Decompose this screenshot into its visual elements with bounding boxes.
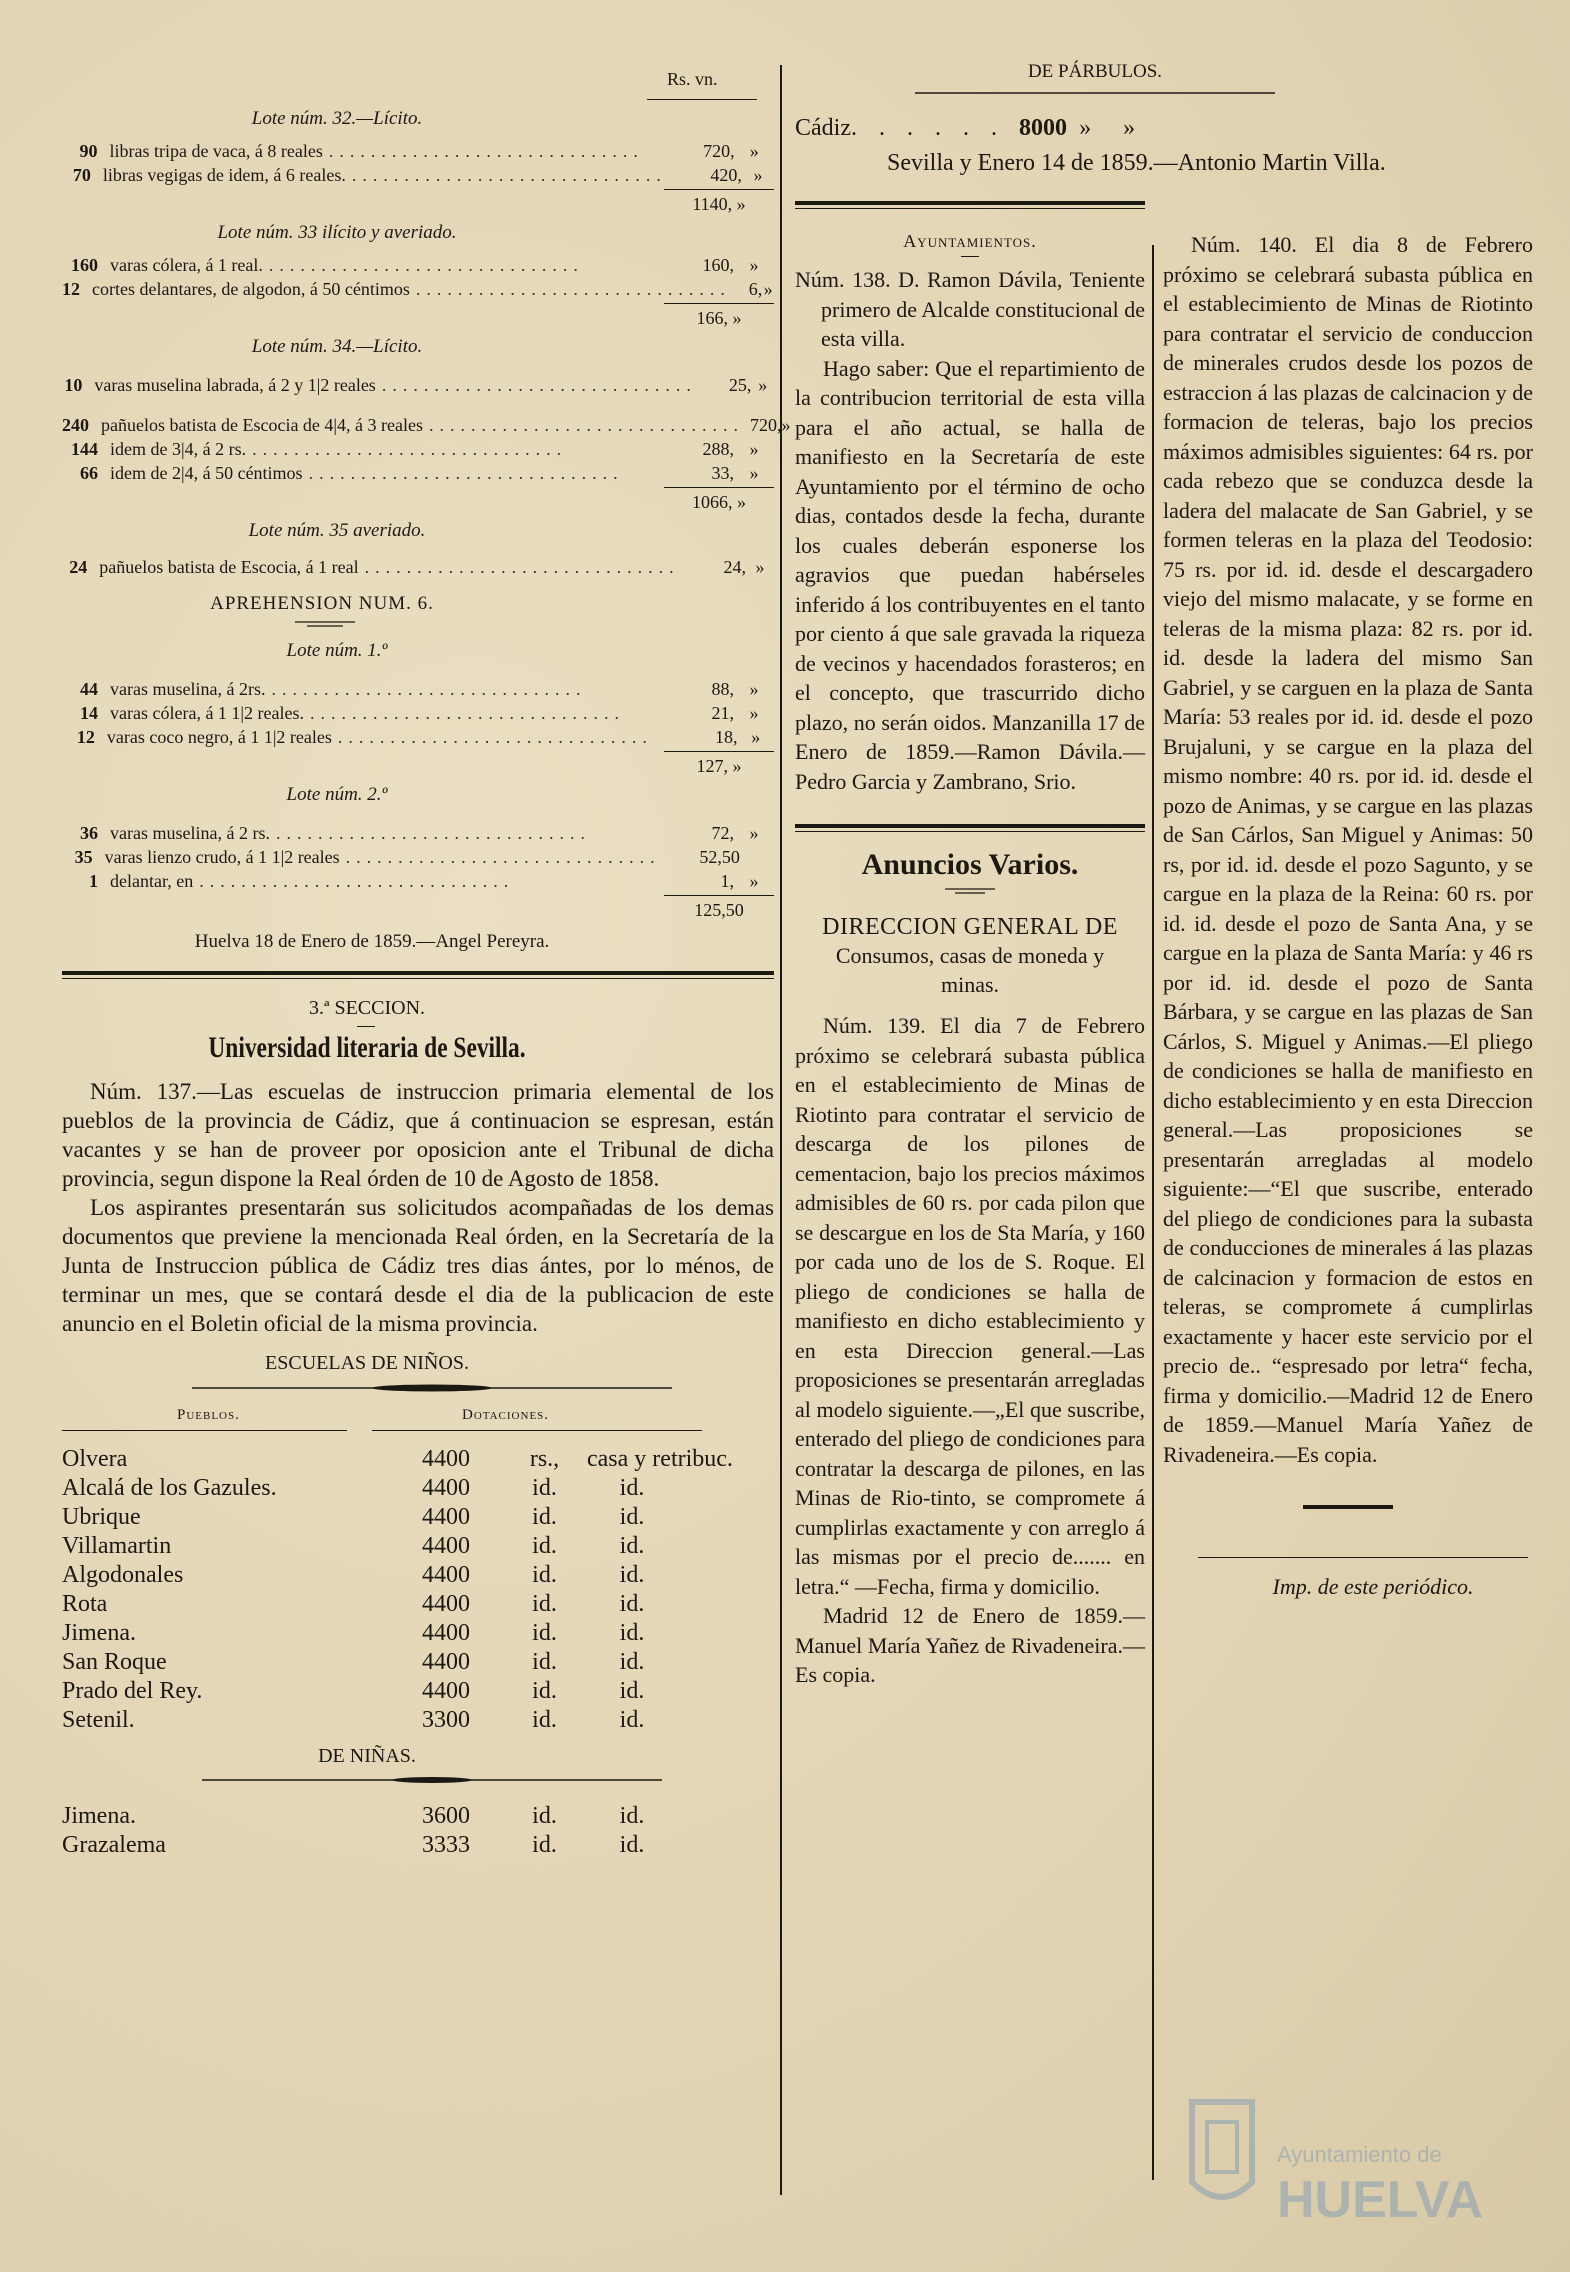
town-name: Grazalema bbox=[62, 1832, 166, 1858]
left-column bbox=[62, 55, 791, 1860]
direccion-subheading: Consumos, casas de moneda y minas. bbox=[835, 943, 1105, 997]
description: varas cólera, á 1 1|2 reales. bbox=[110, 703, 305, 723]
lote-35-rows bbox=[62, 557, 774, 581]
amount: 288, bbox=[702, 439, 734, 459]
leader-dots: .............................. bbox=[351, 165, 667, 185]
goods-row bbox=[62, 703, 774, 727]
lote-34-rows-b bbox=[62, 415, 791, 487]
quantity: 90 bbox=[79, 141, 98, 161]
reales-mark: » bbox=[755, 557, 765, 577]
goods-row bbox=[62, 141, 774, 165]
leader-dots: .............................. bbox=[310, 703, 626, 723]
reales-mark: » bbox=[763, 279, 773, 299]
endowment-unit: id. bbox=[532, 1591, 557, 1617]
lote-34-total: 1066, » bbox=[62, 487, 774, 515]
leader-dots: .............................. bbox=[275, 823, 591, 843]
leader-dots: .............................. bbox=[199, 871, 515, 891]
endowment-unit: id. bbox=[532, 1803, 557, 1829]
reales-mark: » bbox=[749, 439, 759, 459]
quantity: 12 bbox=[76, 727, 95, 747]
endowment-extra: id. bbox=[619, 1803, 645, 1829]
description: libras tripa de vaca, á 8 reales bbox=[109, 141, 323, 161]
pueblos-header: Pueblos. bbox=[62, 1407, 362, 1431]
school-row bbox=[62, 1532, 774, 1561]
notice-139-body: Núm. 139. El dia 7 de Febrero próximo se celebrará subasta pública en el establecimiento de Minas de Riotinto para contratar el servicio de descarga de los pilones de cementacion, bajo los precios máximos admisibles de 60 rs. por cada pilon que se descargue en los de Sta María, y 160 por cada uno de los de S. Roque. El pliego de condiciones se halla de manifiesto en dicho establecimiento y en esta Direccion general.—Las proposiciones se presentarán arregladas al modelo siguiente.—„El que suscribe, enterado del pliego de condiciones para contratar la descarga de pilones, en las Minas de Rio-tinto, se compromete á cumplirlas exactamente y con arreglo á las mismas por el precio de....... en letra.“ —Fecha, firma y domicilio. bbox=[795, 1013, 1145, 1599]
notice-138-heading: Núm. 138. D. Ramon Dávila, Teniente primero de Alcalde constitucional de esta villa. bbox=[795, 267, 1145, 351]
anuncios-heading: Anuncios Varios. bbox=[861, 848, 1079, 881]
amount: 6, bbox=[748, 279, 763, 299]
cadiz-label: Cádiz bbox=[795, 115, 851, 141]
amount: 25, bbox=[728, 375, 752, 395]
lote-1-total: 127, » bbox=[62, 751, 774, 779]
description: cortes delantares, de algodon, á 50 céntimos bbox=[92, 279, 410, 299]
short-rule bbox=[1303, 1505, 1393, 1509]
town-name: Ubrique bbox=[62, 1504, 141, 1530]
endowment-extra: id. bbox=[619, 1533, 645, 1559]
notice-137-paragraph-2: Los aspirantes presentarán sus solicitudos acompañadas de los demas documentos que previene la mencionada Real órden, en la Secretaría de la Junta de Instruccion pública de Cádiz tres dias ántes, por lo ménos, de terminar un mes, que se contará desde el dia de la publicacion de este anuncio en el Boletin oficial de la misma provincia. bbox=[62, 1195, 774, 1336]
endowment-unit: id. bbox=[532, 1533, 557, 1559]
mid-separator bbox=[795, 201, 1145, 209]
endowment-extra: id. bbox=[619, 1562, 645, 1588]
notice-140-body: Núm. 140. El dia 8 de Febrero próximo se celebrará subasta pública en el establecimiento de Minas de Riotinto para contratar el servicio de conduccion de minerales crudos desde los pozos de estraccion á las plazas de calcinacion y de formacion de teleras, bajo los precios máximos admisibles siguientes: 64 rs. por cada rebezo que se conduzca desde la ladera del malacate de San Gabriel, y se formen teleras en la plaza del Teodosio: 75 rs. por id. id. desde el descargadero viejo del mismo malacate, y se forme en teleras de la misma plaza: 82 rs. por id. id. desde la ladera del mismo San Gabriel, y se carguen en la plaza de Santa María: 53 reales por id. id. desde el pozo Brujaluni, y se cargue en la plaza del mismo nombre: 40 rs. por id. id. desde el pozo de Animas, y se cargue en las plazas de San Cárlos, San Miguel y Animas: 50 rs, por id. id. desde el pozo Sagunto, y se cargue en la plaza de la Reina: 60 rs. por id. id. desde el pozo de Santa Ana, y se cargue en la plaza de Santa María: y 46 rs por id. id. desde el pozo de Santa Bárbara, y se cargue en las plazas de San Cárlos, S. Miguel y Animas.—El pliego de condiciones se halla de manifiesto en dicho establecimiento y en esta Direccion general.—Las proposiciones se presentarán arregladas al modelo siguiente:—“El que suscribe, enterado del pliego de condiciones para la subasta de conducciones de minerales á las plazas de calcinacion y formacion de estos en teleras, se compromete á cumplirlas exactamente y hacer este servicio por el precio de.. “espresado por letra“ fecha, firma y domicilio.—Madrid 12 de Enero de 1859.—Manuel María Yañez de Rivadeneira.—Es copia. bbox=[1163, 232, 1533, 1467]
leader-dots: .............................. bbox=[364, 557, 680, 577]
quantity: 14 bbox=[80, 703, 98, 723]
city-emblem-icon bbox=[1172, 2062, 1502, 2242]
endowment: 3333 bbox=[422, 1832, 470, 1858]
reales-mark: » bbox=[749, 141, 759, 161]
description: idem de 2|4, á 50 céntimos bbox=[110, 463, 303, 483]
goods-row bbox=[62, 463, 774, 487]
reales-mark: » bbox=[758, 375, 768, 395]
lote-33-total: 166, » bbox=[62, 303, 774, 331]
amount: 88, bbox=[711, 679, 734, 699]
leader-dots: .............................. bbox=[345, 847, 661, 867]
anuncios-ornament bbox=[945, 886, 995, 896]
endowment: 4400 bbox=[422, 1533, 470, 1559]
lote-34-rows-a bbox=[62, 375, 774, 399]
mid-separator-2 bbox=[795, 824, 1145, 832]
description: varas coco negro, á 1 1|2 reales bbox=[106, 727, 332, 747]
endowment-unit: id. bbox=[532, 1475, 557, 1501]
notice-138-body: Hago saber: Que el repartimiento de la contribucion territorial de esta villa para el año actual, se halla de manifiesto en la Secretaría de este Ayuntamiento por el término de ocho dias, contados desde la fecha, durante los cuales deberán esponerse los agravios que puedan habérseles inferido á los contribuyentes en el tanto por ciento á que sale gravada la riqueza de vecinos y hacendados forasteros; en el concepto, que trascurrido dicho plazo, no serán oidos. Manzanilla 17 de Enero de 1859.—Ramon Dávila.—Pedro Garcia y Zambrano, Srio. bbox=[795, 355, 1145, 794]
small-ornament bbox=[295, 619, 355, 629]
description: varas lienzo crudo, á 1 1|2 reales bbox=[104, 847, 340, 867]
school-row bbox=[62, 1648, 774, 1677]
endowment-extra: id. bbox=[619, 1649, 645, 1675]
amount: 33, bbox=[711, 463, 734, 483]
amount: 18, bbox=[714, 727, 738, 747]
school-row bbox=[62, 1561, 774, 1590]
ninos-table bbox=[62, 1445, 774, 1735]
de-parvulos-heading: DE PÁRBULOS. bbox=[1027, 61, 1163, 82]
amount: 160, bbox=[702, 255, 734, 275]
seccion-dash bbox=[357, 1026, 375, 1027]
description: varas cólera, á 1 real. bbox=[110, 255, 263, 275]
notice-139-signature: Madrid 12 de Enero de 1859.—Manuel María Yañez de Rivadeneira.—Es copia. bbox=[795, 1603, 1145, 1687]
lote-1-rows bbox=[62, 679, 774, 751]
description: pañuelos batista de Escocia, á 1 real bbox=[99, 557, 359, 577]
town-name: Olvera bbox=[62, 1446, 128, 1472]
quantity: 24 bbox=[69, 557, 88, 577]
dotaciones-header: Dotaciones. bbox=[372, 1407, 702, 1431]
quantity: 1 bbox=[89, 871, 98, 891]
endowment: 4400 bbox=[422, 1620, 470, 1646]
lote-1-heading: Lote núm. 1.º bbox=[286, 640, 388, 661]
town-name: Villamartin bbox=[62, 1533, 172, 1559]
cadiz-row: Cádiz ...... 8000 » » bbox=[795, 115, 1136, 141]
quantity: 35 bbox=[74, 847, 93, 867]
endowment-extra: id. bbox=[619, 1678, 645, 1704]
ornament-rule bbox=[192, 1381, 672, 1395]
quantity: 240 bbox=[62, 415, 89, 435]
quantity: 70 bbox=[72, 165, 91, 185]
reales-mark: » bbox=[781, 415, 791, 435]
lote-32-total: 1140, » bbox=[62, 189, 774, 217]
lote-32-heading: Lote núm. 32.—Lícito. bbox=[251, 108, 423, 129]
right-column bbox=[1163, 230, 1533, 1600]
rs-vn-label: Rs. vn. bbox=[667, 69, 718, 89]
endowment-extra: id. bbox=[619, 1591, 645, 1617]
svg-text:HUELVA: HUELVA bbox=[1277, 2171, 1484, 2229]
lote-32-rows bbox=[62, 141, 774, 189]
town-name: Rota bbox=[62, 1591, 108, 1617]
direccion-heading: DIRECCION GENERAL DE bbox=[822, 914, 1118, 940]
town-name: Jimena. bbox=[62, 1620, 136, 1646]
endowment: 4400 bbox=[422, 1475, 470, 1501]
huelva-signature: Huelva 18 de Enero de 1859.—Angel Pereyra. bbox=[194, 931, 550, 952]
amount: 420, bbox=[710, 165, 742, 185]
reales-mark: » bbox=[749, 255, 759, 275]
sevilla-signature: Sevilla y Enero 14 de 1859.—Antonio Martin Villa. bbox=[887, 150, 1386, 176]
goods-row bbox=[62, 557, 774, 581]
seccion-heading: 3.ª SECCION. bbox=[308, 997, 426, 1019]
section-separator bbox=[62, 971, 774, 979]
endowment-unit: id. bbox=[532, 1504, 557, 1530]
amount: 72, bbox=[711, 823, 734, 843]
reales-mark: » bbox=[749, 703, 759, 723]
goods-row bbox=[62, 679, 774, 703]
amount: 21, bbox=[711, 703, 734, 723]
goods-row bbox=[62, 165, 774, 189]
reales-mark: » bbox=[749, 679, 759, 699]
endowment: 4400 bbox=[422, 1649, 470, 1675]
endowment: 4400 bbox=[422, 1446, 470, 1472]
endowment-extra: id. bbox=[619, 1620, 645, 1646]
school-row bbox=[62, 1831, 774, 1860]
lote-2-heading: Lote núm. 2.º bbox=[286, 784, 388, 805]
leader-dots: .............................. bbox=[271, 679, 587, 699]
amount: 720, bbox=[703, 141, 735, 161]
goods-row bbox=[62, 279, 774, 303]
leader-dots: .............................. bbox=[252, 439, 568, 459]
escuelas-ninos-heading: ESCUELAS DE NIÑOS. bbox=[265, 1352, 469, 1374]
imprint-line: Imp. de este periódico. bbox=[1272, 1574, 1474, 1599]
quantity: 10 bbox=[64, 375, 83, 395]
leader-dots: .............................. bbox=[415, 279, 731, 299]
quantity: 12 bbox=[62, 279, 80, 299]
endowment: 3600 bbox=[422, 1803, 470, 1829]
endowment-unit: id. bbox=[532, 1562, 557, 1588]
endowment: 3300 bbox=[422, 1707, 470, 1733]
description: idem de 3|4, á 2 rs. bbox=[110, 439, 247, 459]
goods-row bbox=[62, 823, 774, 847]
description: delantar, en bbox=[110, 871, 194, 891]
school-row bbox=[62, 1802, 774, 1831]
endowment-extra: casa y retribuc. bbox=[587, 1446, 733, 1472]
endowment: 4400 bbox=[422, 1562, 470, 1588]
town-name: San Roque bbox=[62, 1649, 167, 1675]
lote-2-rows bbox=[62, 823, 774, 895]
description: varas muselina, á 2rs. bbox=[110, 679, 266, 699]
svg-text:Ayuntamiento de: Ayuntamiento de bbox=[1277, 2142, 1442, 2167]
endowment-unit: id. bbox=[532, 1620, 557, 1646]
leader-dots: .............................. bbox=[428, 415, 744, 435]
quantity: 144 bbox=[71, 439, 98, 459]
school-row bbox=[62, 1445, 774, 1474]
school-row bbox=[62, 1619, 774, 1648]
quantity: 44 bbox=[80, 679, 98, 699]
description: varas muselina labrada, á 2 y 1|2 reales bbox=[94, 375, 376, 395]
endowment-unit: rs., bbox=[529, 1446, 560, 1472]
endowment-extra: id. bbox=[619, 1832, 645, 1858]
lote-33-heading: Lote núm. 33 ilícito y averiado. bbox=[217, 222, 457, 243]
lote-2-total: 125,50 bbox=[62, 895, 774, 923]
endowment-unit: id. bbox=[532, 1832, 557, 1858]
endowment-unit: id. bbox=[532, 1678, 557, 1704]
goods-row bbox=[62, 255, 774, 279]
goods-row bbox=[62, 415, 791, 439]
leader-dots: .............................. bbox=[308, 463, 624, 483]
table-header bbox=[62, 1407, 774, 1431]
leader-dots: .............................. bbox=[337, 727, 653, 747]
endowment-extra: id. bbox=[619, 1475, 645, 1501]
goods-row bbox=[62, 727, 774, 751]
rs-vn-header bbox=[62, 55, 774, 103]
goods-row bbox=[62, 375, 774, 399]
endowment-extra: id. bbox=[619, 1707, 645, 1733]
imprint-rule bbox=[1198, 1557, 1528, 1558]
description: libras vegigas de idem, á 6 reales. bbox=[102, 165, 346, 185]
column-divider-left bbox=[780, 65, 782, 2195]
cadiz-value: 8000 bbox=[1018, 115, 1067, 141]
reales-mark: » bbox=[749, 823, 759, 843]
goods-row bbox=[62, 439, 774, 463]
endowment: 4400 bbox=[422, 1678, 470, 1704]
amount: 1, bbox=[720, 871, 734, 891]
school-row bbox=[62, 1590, 774, 1619]
leader-dots: .............................. bbox=[268, 255, 584, 275]
reales-mark: » bbox=[751, 727, 761, 747]
school-row bbox=[62, 1706, 774, 1735]
reales-mark: » bbox=[753, 165, 763, 185]
reales-mark: » bbox=[749, 871, 759, 891]
lote-35-heading: Lote núm. 35 averiado. bbox=[248, 520, 426, 541]
lote-33-rows bbox=[62, 255, 774, 303]
amount: 24, bbox=[723, 557, 746, 577]
column-divider-right bbox=[1152, 245, 1154, 2180]
town-name: Algodonales bbox=[62, 1562, 184, 1588]
reales-mark: » bbox=[749, 463, 759, 483]
amount: 52,50 bbox=[699, 847, 740, 867]
school-row bbox=[62, 1503, 774, 1532]
de-ninas-heading: DE NIÑAS. bbox=[318, 1745, 416, 1767]
goods-row bbox=[62, 871, 774, 895]
school-row bbox=[62, 1677, 774, 1706]
universidad-heading: Universidad literaria de Sevilla. bbox=[208, 1031, 526, 1064]
endowment: 4400 bbox=[422, 1591, 470, 1617]
description: pañuelos batista de Escocia de 4|4, á 3 reales bbox=[101, 415, 423, 435]
leader-dots: .............................. bbox=[381, 375, 697, 395]
aprehension-heading: APREHENSION NUM. 6. bbox=[210, 593, 434, 614]
amount: 720, bbox=[749, 415, 782, 435]
town-name: Alcalá de los Gazules. bbox=[62, 1475, 277, 1501]
quantity: 160 bbox=[71, 255, 98, 275]
leader-dots: .............................. bbox=[328, 141, 644, 161]
endowment-unit: id. bbox=[532, 1707, 557, 1733]
quantity: 66 bbox=[80, 463, 98, 483]
ornament-rule-2 bbox=[202, 1774, 662, 1786]
goods-row bbox=[62, 847, 774, 871]
endowment: 4400 bbox=[422, 1504, 470, 1530]
town-name: Jimena. bbox=[62, 1803, 136, 1829]
town-name: Setenil. bbox=[62, 1707, 135, 1733]
endowment-unit: id. bbox=[532, 1649, 557, 1675]
notice-137-paragraph: Núm. 137.—Las escuelas de instruccion primaria elemental de los pueblos de la provincia de Cádiz, que á continuacion se espresan, están vacantes y se han de proveer por oposicion ante el Tribunal de dicha provincia, segun dispone la Real órden de 10 de Agosto de 1858. bbox=[62, 1079, 774, 1191]
endowment-extra: id. bbox=[619, 1504, 645, 1530]
ninas-table bbox=[62, 1802, 774, 1860]
school-row bbox=[62, 1474, 774, 1503]
quantity: 36 bbox=[80, 823, 98, 843]
ayuntamientos-heading: Ayuntamientos. bbox=[903, 231, 1037, 251]
lote-34-heading: Lote núm. 34.—Lícito. bbox=[251, 336, 423, 357]
huelva-watermark bbox=[1172, 2062, 1502, 2242]
town-name: Prado del Rey. bbox=[62, 1678, 203, 1704]
description: varas muselina, á 2 rs. bbox=[110, 823, 270, 843]
header-rule bbox=[915, 89, 1275, 97]
